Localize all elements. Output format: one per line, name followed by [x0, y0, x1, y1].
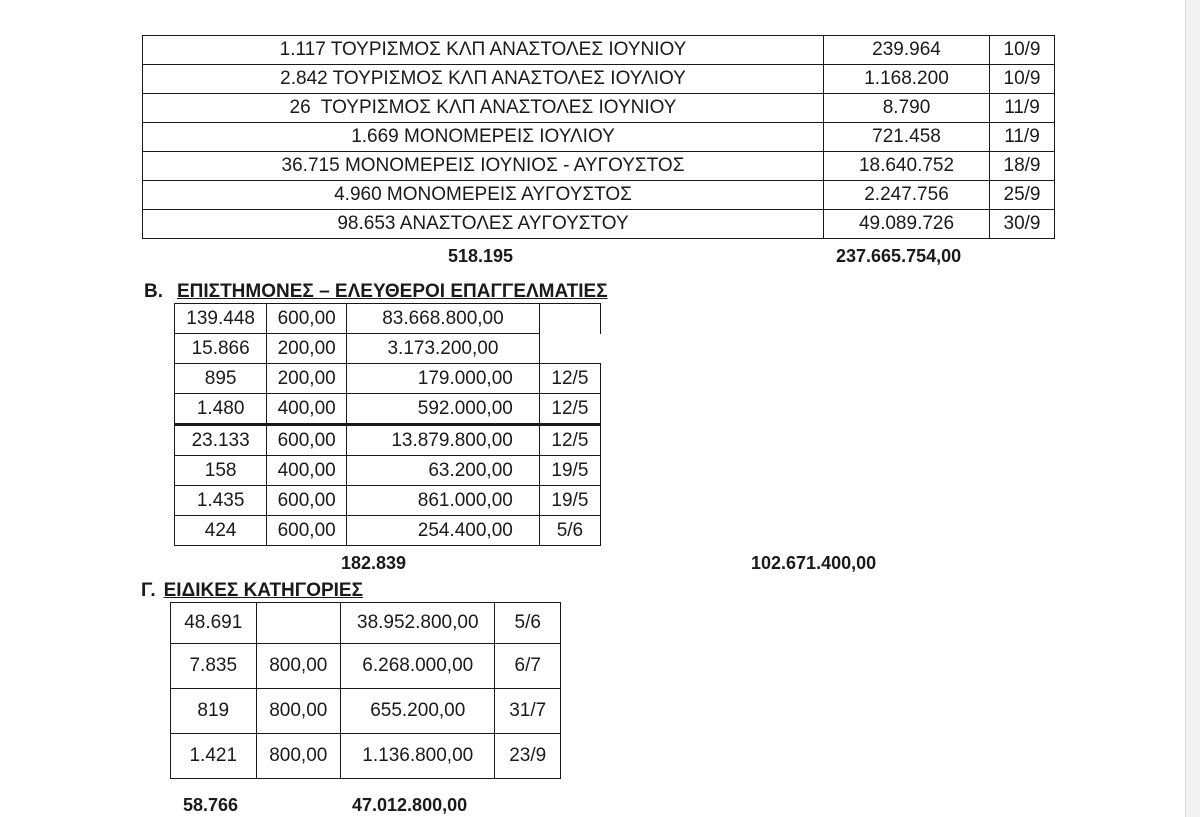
table-row: [143, 36, 1055, 65]
section-c-heading: [141, 580, 363, 602]
row-amount: 6.268.000,00: [341, 644, 495, 689]
row-amount: 239.964: [824, 36, 990, 65]
row-count: 1.480: [175, 394, 267, 425]
table-row: [175, 456, 601, 486]
row-description: 26 ΤΟΥΡΙΣΜΟΣ ΚΛΠ ΑΝΑΣΤΟΛΕΣ ΙΟΥΝΙΟΥ: [143, 94, 824, 123]
section-a-total-amount: 237.665.754,00: [836, 246, 962, 266]
row-amount: 861.000,00: [347, 486, 540, 516]
row-rate: 200,00: [267, 334, 347, 364]
section-a-table: [142, 35, 1055, 239]
row-count: 1.435: [175, 486, 267, 516]
row-rate: 800,00: [256, 644, 341, 689]
table-row: [171, 603, 561, 644]
row-date: 11/9: [990, 94, 1055, 123]
table-row: [171, 734, 561, 779]
row-date: [539, 304, 600, 334]
row-amount: 8.790: [824, 94, 990, 123]
row-date: 5/6: [495, 603, 561, 644]
row-rate: 600,00: [267, 425, 347, 456]
row-date: 18/9: [990, 152, 1055, 181]
row-amount: 592.000,00: [347, 394, 540, 425]
row-rate: 600,00: [267, 516, 347, 546]
row-amount: 38.952.800,00: [341, 603, 495, 644]
row-amount: 63.200,00: [347, 456, 540, 486]
row-count: 23.133: [175, 425, 267, 456]
row-date: 19/5: [539, 456, 600, 486]
row-amount: 179.000,00: [347, 364, 540, 394]
row-amount: 655.200,00: [341, 689, 495, 734]
section-c-total-count: 58.766: [183, 795, 239, 815]
table-row: [143, 65, 1055, 94]
row-amount: 1.168.200: [824, 65, 990, 94]
row-amount: 721.458: [824, 123, 990, 152]
row-date: 5/6: [539, 516, 600, 546]
row-date: 10/9: [990, 36, 1055, 65]
row-count: 819: [171, 689, 257, 734]
row-count: 1.421: [171, 734, 257, 779]
table-row: [143, 210, 1055, 239]
section-c-title: ΕΙΔΙΚΕΣ ΚΑΤΗΓΟΡΙΕΣ: [163, 580, 364, 601]
row-date: 23/9: [495, 734, 561, 779]
table-row: [175, 425, 601, 456]
section-b-total-count: 182.839: [341, 553, 407, 573]
row-amount: 1.136.800,00: [341, 734, 495, 779]
row-rate: 800,00: [256, 689, 341, 734]
table-row: [171, 689, 561, 734]
row-date: 12/5: [539, 394, 600, 425]
section-c-total-amount: 47.012.800,00: [352, 795, 468, 815]
table-row: [143, 181, 1055, 210]
row-date: 6/7: [495, 644, 561, 689]
row-date: 11/9: [990, 123, 1055, 152]
section-b-letter: Β.: [144, 281, 163, 302]
section-b-table: [174, 303, 601, 546]
row-rate: [256, 603, 341, 644]
section-b-title: ΕΠΙΣΤΗΜΟΝΕΣ – ΕΛΕΥΘΕΡΟΙ ΕΠΑΓΓΕΛΜΑΤΙΕΣ: [177, 281, 608, 302]
table-row: [175, 334, 601, 364]
row-amount: 18.640.752: [824, 152, 990, 181]
row-count: 158: [175, 456, 267, 486]
vertical-scrollbar[interactable]: [1185, 0, 1200, 817]
row-count: 7.835: [171, 644, 257, 689]
row-date: 30/9: [990, 210, 1055, 239]
row-description: 1.669 ΜΟΝΟΜΕΡΕΙΣ ΙΟΥΛΙΟΥ: [143, 123, 824, 152]
table-row: [175, 364, 601, 394]
row-count: 139.448: [175, 304, 267, 334]
row-amount: 3.173.200,00: [347, 334, 540, 364]
section-b-total-amount: 102.671.400,00: [751, 553, 877, 573]
table-row: [175, 516, 601, 546]
row-count: 424: [175, 516, 267, 546]
row-date: 25/9: [990, 181, 1055, 210]
row-date: 19/5: [539, 486, 600, 516]
table-row: [175, 304, 601, 334]
row-description: 1.117 ΤΟΥΡΙΣΜΟΣ ΚΛΠ ΑΝΑΣΤΟΛΕΣ ΙΟΥΝΙΟΥ: [143, 36, 824, 65]
row-rate: 600,00: [267, 304, 347, 334]
row-amount: 2.247.756: [824, 181, 990, 210]
row-amount: 49.089.726: [824, 210, 990, 239]
row-rate: 400,00: [267, 456, 347, 486]
section-c-table: [170, 602, 561, 779]
row-rate: 200,00: [267, 364, 347, 394]
row-date: 12/5: [539, 364, 600, 394]
table-row: [175, 394, 601, 425]
table-row: [175, 486, 601, 516]
row-amount: 83.668.800,00: [347, 304, 540, 334]
row-description: 36.715 ΜΟΝΟΜΕΡΕΙΣ ΙΟΥΝΙΟΣ - ΑΥΓΟΥΣΤΟΣ: [143, 152, 824, 181]
row-description: 2.842 ΤΟΥΡΙΣΜΟΣ ΚΛΠ ΑΝΑΣΤΟΛΕΣ ΙΟΥΛΙΟΥ: [143, 65, 824, 94]
row-date: [539, 334, 600, 364]
table-row: [143, 94, 1055, 123]
row-rate: 400,00: [267, 394, 347, 425]
row-date: 10/9: [990, 65, 1055, 94]
section-c-letter: Γ.: [141, 580, 156, 601]
row-count: 895: [175, 364, 267, 394]
row-date: 12/5: [539, 425, 600, 456]
table-row: [171, 644, 561, 689]
row-rate: 600,00: [267, 486, 347, 516]
section-a-total-count: 518.195: [448, 246, 514, 266]
table-row: [143, 123, 1055, 152]
section-b-heading: [144, 281, 608, 303]
table-row: [143, 152, 1055, 181]
row-description: 4.960 ΜΟΝΟΜΕΡΕΙΣ ΑΥΓΟΥΣΤΟΣ: [143, 181, 824, 210]
row-count: 48.691: [171, 603, 257, 644]
row-amount: 254.400,00: [347, 516, 540, 546]
row-description: 98.653 ΑΝΑΣΤΟΛΕΣ ΑΥΓΟΥΣΤΟΥ: [143, 210, 824, 239]
row-rate: 800,00: [256, 734, 341, 779]
row-amount: 13.879.800,00: [347, 425, 540, 456]
row-count: 15.866: [175, 334, 267, 364]
row-date: 31/7: [495, 689, 561, 734]
